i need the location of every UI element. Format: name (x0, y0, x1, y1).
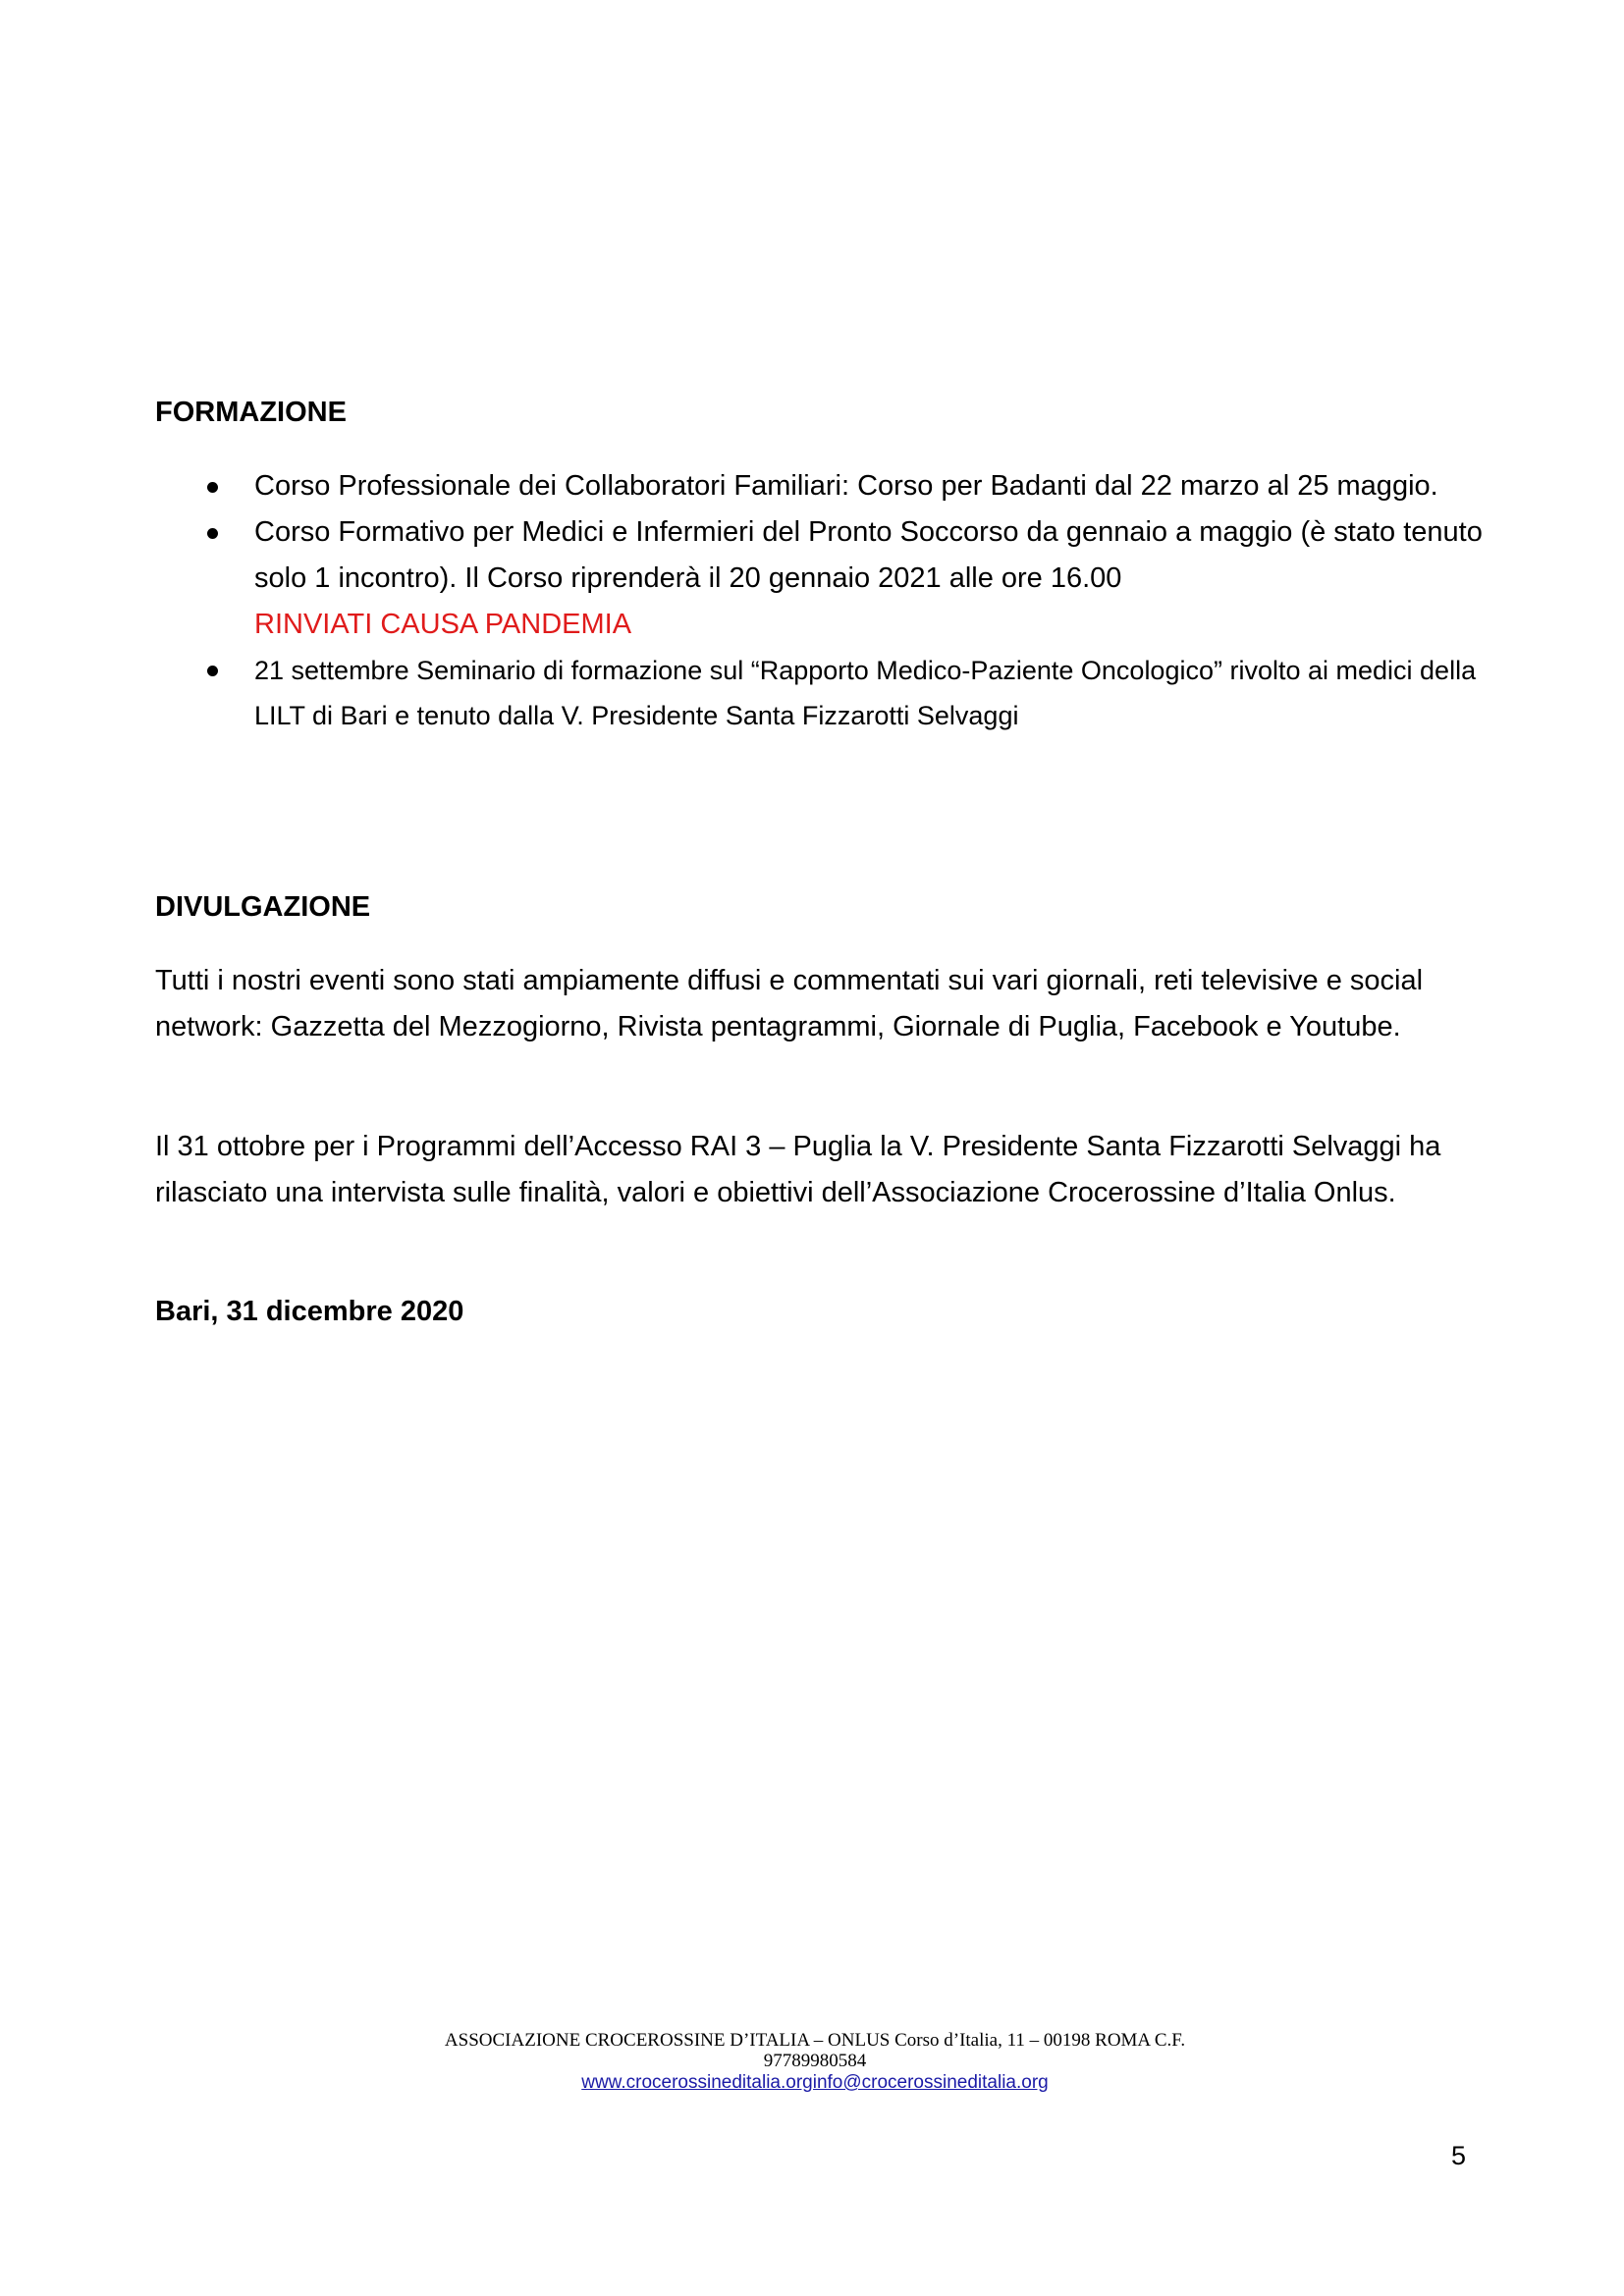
list-item (155, 648, 1490, 738)
page-footer (334, 2030, 1296, 2095)
postponed-note: RINVIATI CAUSA PANDEMIA (254, 609, 632, 640)
list-item (155, 463, 1490, 509)
list-item-text: 21 settembre Seminario di formazione sul “Rapporto Medico-Paziente Oncologico” rivolto ai medici della LILT di Bari e tenuto dalla V. Presidente Santa Fizzarotti Selvaggi (254, 656, 1477, 730)
bullet-icon (207, 482, 218, 493)
list-item-text: Corso Formativo per Medici e Infermieri del Pronto Soccorso da gennaio a maggio (è stato tenuto solo 1 incontro). Il Corso riprenderà il 20 gennaio 2021 alle ore 16.00 (254, 516, 1483, 594)
date-signature-line: Bari, 31 dicembre 2020 (155, 1296, 464, 1327)
section-heading-formazione: FORMAZIONE (155, 397, 347, 428)
footer-website-link[interactable]: www.crocerossineditalia.orginfo@crocerossineditalia.org (581, 2072, 1049, 2093)
divulgazione-paragraph: Il 31 ottobre per i Programmi dell’Accesso RAI 3 – Puglia la V. Presidente Santa Fizzarotti Selvaggi ha rilasciato una intervista sulle finalità, valori e obiettivi dell’Associazione Crocerossine d’Italia Onlus. (155, 1131, 1441, 1208)
page-number: 5 (1451, 2141, 1467, 2170)
section-heading-divulgazione: DIVULGAZIONE (155, 891, 371, 923)
formazione-list (155, 463, 1490, 738)
footer-tax-code: 97789980584 (763, 2051, 867, 2071)
list-item (155, 509, 1490, 648)
bullet-icon (207, 666, 218, 676)
bullet-icon (207, 528, 218, 539)
divulgazione-paragraph: Tutti i nostri eventi sono stati ampiamente diffusi e commentati sui vari giornali, reti televisive e social network: Gazzetta del Mezzogiorno, Rivista pentagrammi, Giornale di Puglia, Facebook e Youtube. (155, 965, 1424, 1042)
footer-address: ASSOCIAZIONE CROCEROSSINE D’ITALIA – ONLUS Corso d’Italia, 11 – 00198 ROMA C.F. (444, 2030, 1186, 2051)
list-item-text: Corso Professionale dei Collaboratori Familiari: Corso per Badanti dal 22 marzo al 25 maggio. (254, 470, 1438, 502)
